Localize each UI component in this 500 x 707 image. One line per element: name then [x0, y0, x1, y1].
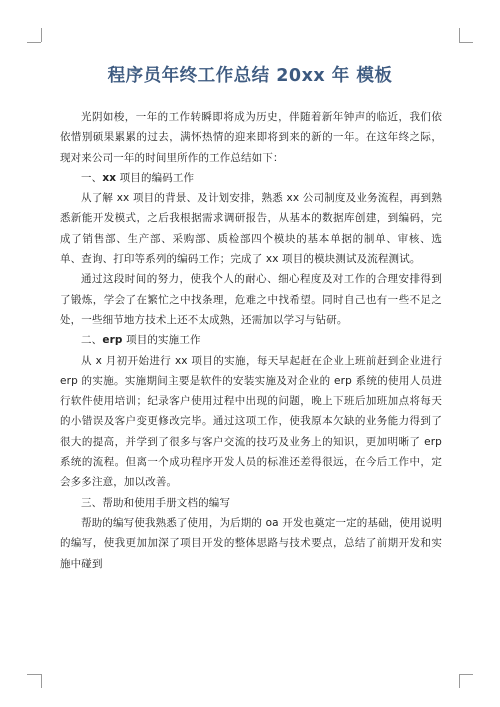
section-heading-3 [60, 493, 442, 513]
section-heading-2-text: 项目的实施工作 [122, 334, 201, 347]
section-1-paragraph-2: 通过这段时间的努力，使我个人的耐心、细心程度及对工作的合理安排得到了锻炼，学会了在繁忙之中找条理，危难之中找希望。同时自己也有一些不足之处，一些细节地方技术上还不太成熟，还需加以学习与钻研。 [60, 273, 442, 326]
section-heading-3-number: 三、 [81, 496, 103, 509]
section-heading-1-keyword: xx [102, 171, 117, 184]
section-heading-3-text: 帮助和使用手册文档的编写 [102, 496, 231, 509]
section-heading-1-number: 一、 [81, 171, 103, 184]
section-heading-2-number: 二、 [81, 334, 103, 347]
section-heading-1 [60, 168, 442, 188]
document-title: 程序员年终工作总结 20xx 年 模板 [107, 66, 393, 86]
section-heading-2 [60, 330, 442, 350]
section-heading-2-keyword: erp [102, 334, 123, 347]
intro-paragraph: 光阴如梭，一年的工作转瞬即将成为历史，伴随着新年钟声的临近，我们依依惜别硕果累累的过去，满怀热情的迎来即将到来的新的一年。在这年终之际，现对来公司一年的时间里所作的工作总结如下： [60, 111, 442, 164]
document-body [60, 107, 442, 574]
section-1-paragraph-1: 从了解 xx 项目的背景、及计划安排，熟悉 xx 公司制度及业务流程，再到熟悉新能开发模式，之后我根据需求调研报告，从基本的数据库创建，到编码，完成了销售部、生产部、采购部、质检部四个模块的基本单据的制单、审核、选单、查询、打印等系列的编码工作；完成了 xx 项目的模块测试及流程测试。 [60, 192, 442, 266]
section-heading-1-text: 项目的编码工作 [116, 171, 195, 184]
section-3-paragraph-1: 帮助的编写使我熟悉了使用，为后期的 oa 开发也奠定一定的基础，使用说明的编写，使我更加加深了项目开发的整体思路与技术要点，总结了前期开发和实施中碰到 [60, 516, 442, 570]
section-2-paragraph-1: 从 x 月初开始进行 xx 项目的实施，每天早起赶在企业上班前赶到企业进行 erp 的实施。实施期间主要是软件的安装实施及对企业的 erp 系统的使用人员进行软件使用培训；纪录客户使用过程中出现的问题，晚上下班后加班加点将每天的小错误及客户变更修改完毕。通过这项工作，使我原本欠缺的业务能力得到了很大的提高，并学到了很多与客户交流的技巧及业务上的知识，更加明晰了 erp 系统的流程。但离一个成功程序开发人员的标准还差得很远，在今后工作中，定会多多注意，加以改善。 [60, 354, 442, 489]
